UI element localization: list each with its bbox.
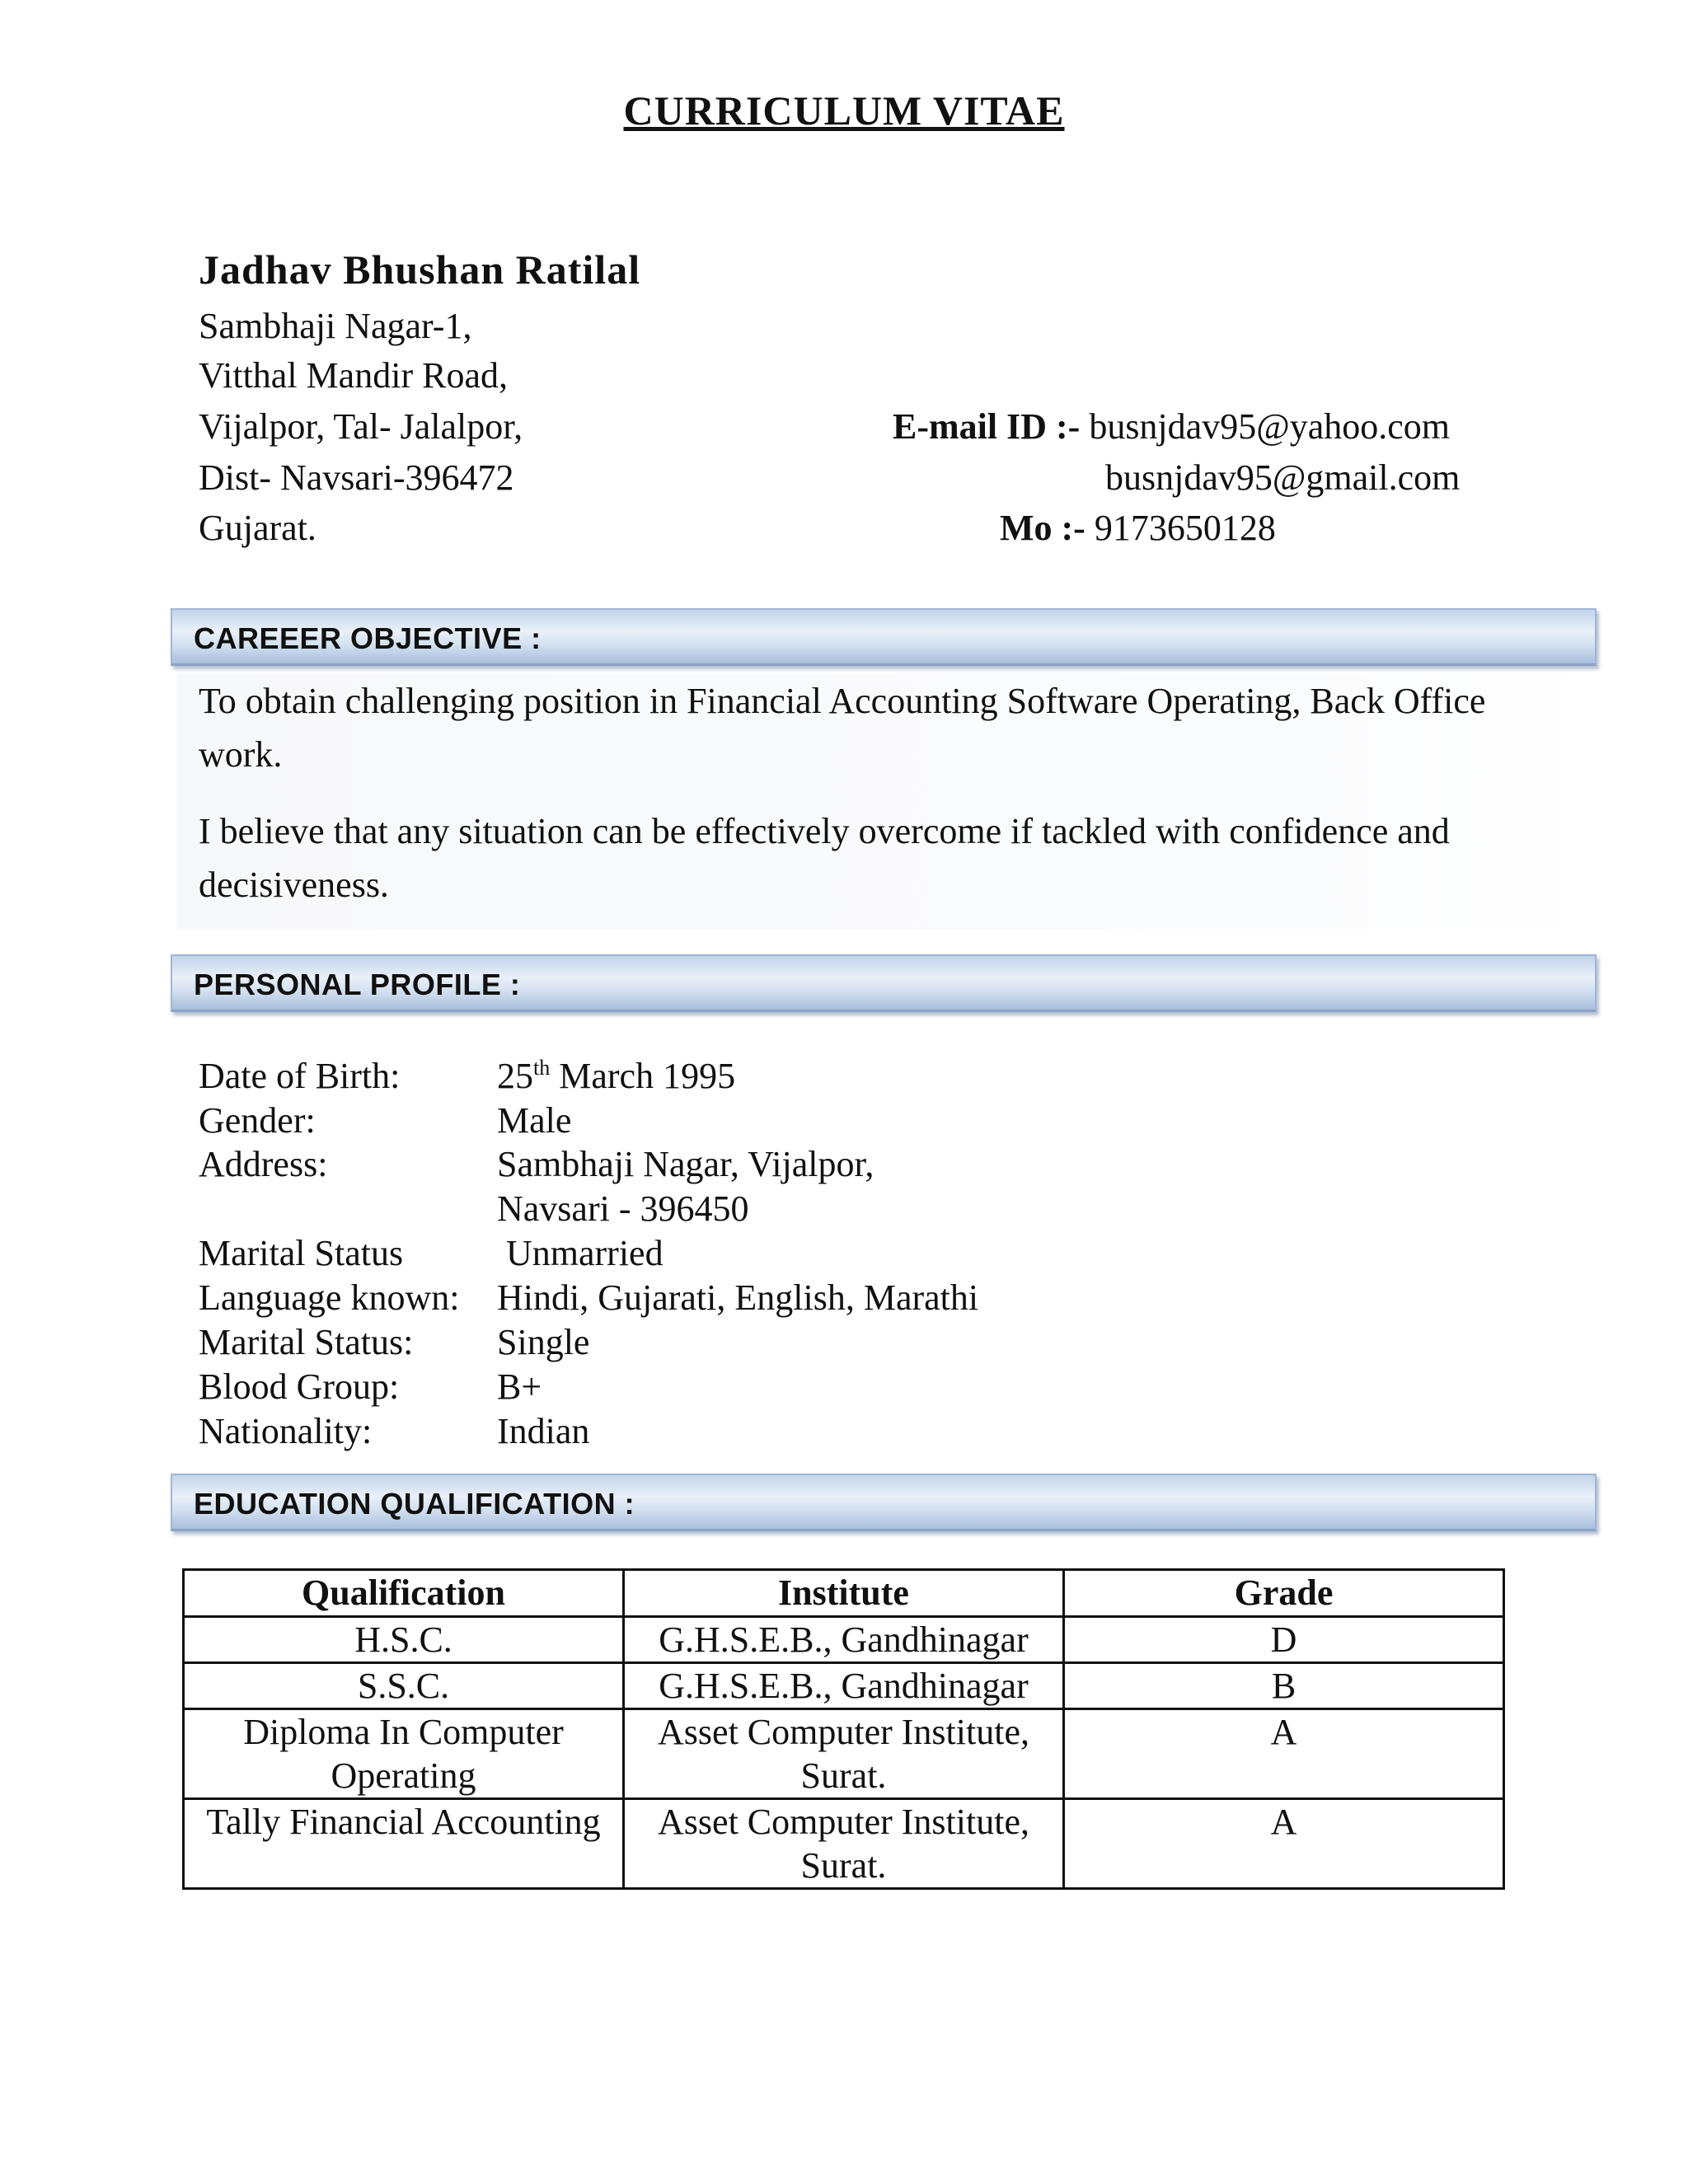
objective-paragraph: To obtain challenging position in Financial Accounting Software Operating, Back Office work. xyxy=(199,681,1486,775)
email-label: E-mail ID :- xyxy=(893,406,1081,447)
career-objective-heading: CAREEER OBJECTIVE : xyxy=(194,621,542,655)
education-header xyxy=(171,1474,1597,1531)
table-row xyxy=(184,1709,1504,1799)
career-objective-header xyxy=(171,608,1597,666)
address-line: Vitthal Mandir Road, xyxy=(199,355,508,396)
address-line: Sambhaji Nagar-1, xyxy=(199,306,472,346)
table-cell-institute: Asset Computer Institute, Surat. xyxy=(624,1709,1064,1799)
email-row xyxy=(893,405,1450,448)
table-row xyxy=(184,1663,1504,1709)
profile-value: Navsari - 396450 xyxy=(497,1188,749,1229)
profile-label: Gender: xyxy=(199,1100,316,1141)
candidate-name: Jadhav Bhushan Ratilal xyxy=(199,246,641,293)
profile-value: Sambhaji Nagar, Vijalpor, xyxy=(497,1144,874,1184)
profile-value: Single xyxy=(497,1322,590,1362)
table-cell-institute: G.H.S.E.B., Gandhinagar xyxy=(624,1617,1064,1663)
table-cell-institute: Asset Computer Institute, Surat. xyxy=(624,1799,1064,1889)
profile-label: Language known: xyxy=(199,1277,460,1318)
table-cell-qualification: Diploma In Computer Operating xyxy=(184,1709,624,1799)
table-cell-qualification: H.S.C. xyxy=(184,1617,624,1663)
profile-label: Marital Status: xyxy=(199,1322,414,1362)
profile-label-dob: Date of Birth: xyxy=(199,1056,401,1096)
profile-label: Address: xyxy=(199,1144,328,1184)
table-row xyxy=(184,1617,1504,1663)
email-primary: busnjdav95@yahoo.com xyxy=(1089,406,1450,447)
address-line: Vijalpor, Tal- Jalalpor, xyxy=(199,406,523,447)
profile-value: Indian xyxy=(497,1411,590,1451)
profile-value: B+ xyxy=(497,1366,542,1407)
profile-value: Unmarried xyxy=(497,1233,663,1273)
table-cell-grade: B xyxy=(1064,1663,1504,1709)
education-heading: EDUCATION QUALIFICATION : xyxy=(194,1487,635,1521)
table-cell-grade: A xyxy=(1064,1799,1504,1889)
table-cell-qualification: S.S.C. xyxy=(184,1663,624,1709)
column-header: Institute xyxy=(624,1570,1064,1617)
profile-value: Male xyxy=(497,1100,572,1141)
column-header: Grade xyxy=(1064,1570,1504,1617)
email-secondary: busnjdav95@gmail.com xyxy=(1105,457,1461,498)
mobile-label: Mo :- xyxy=(1000,508,1085,548)
document-title: CURRICULUM VITAE xyxy=(623,87,1065,134)
table-row xyxy=(184,1799,1504,1889)
table-cell-qualification: Tally Financial Accounting xyxy=(184,1799,624,1889)
personal-profile-heading: PERSONAL PROFILE : xyxy=(194,968,521,1001)
table-cell-grade: A xyxy=(1064,1709,1504,1799)
profile-label: Nationality: xyxy=(199,1411,373,1451)
table-cell-institute: G.H.S.E.B., Gandhinagar xyxy=(624,1663,1064,1709)
address-line: Gujarat. xyxy=(199,508,316,548)
profile-label: Marital Status xyxy=(199,1233,404,1273)
address-line: Dist- Navsari-396472 xyxy=(199,457,514,498)
profile-value: Hindi, Gujarati, English, Marathi xyxy=(497,1277,979,1318)
personal-profile-header xyxy=(171,954,1597,1012)
table-cell-grade: D xyxy=(1064,1617,1504,1663)
table-header-row xyxy=(184,1570,1504,1617)
education-table xyxy=(182,1568,1505,1890)
mobile-number: 9173650128 xyxy=(1094,508,1276,548)
profile-label: Blood Group: xyxy=(199,1366,400,1407)
column-header: Qualification xyxy=(184,1570,624,1617)
profile-value-dob: 25th March 1995 xyxy=(497,1056,736,1096)
mobile-row xyxy=(1000,507,1276,549)
objective-paragraph: I believe that any situation can be effectively overcome if tackled with confidence and decisiveness. xyxy=(199,811,1450,905)
